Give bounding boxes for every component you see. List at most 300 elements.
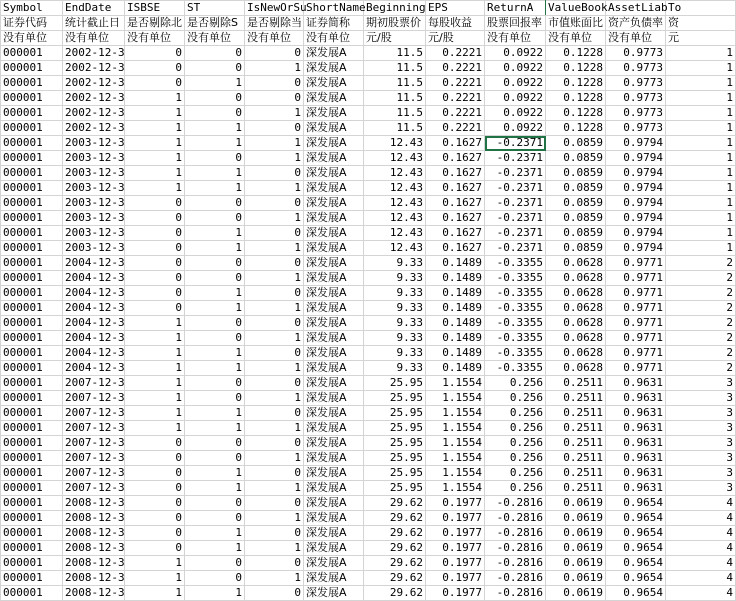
cell-r29-c11[interactable]: 3	[666, 481, 736, 496]
cell-r25-c6[interactable]: 25.95	[364, 421, 426, 436]
cell-r35-c5[interactable]: 深发展A	[304, 571, 364, 586]
cell-r30-c8[interactable]: -0.2816	[485, 496, 546, 511]
cell-r27-c11[interactable]: 3	[666, 451, 736, 466]
cell-r12-c3[interactable]: 1	[185, 226, 245, 241]
unit-cell-c3[interactable]: 没有单位	[185, 31, 245, 46]
cell-r27-c7[interactable]: 1.1554	[426, 451, 485, 466]
cell-r25-c10[interactable]: 0.9631	[606, 421, 666, 436]
cell-r17-c2[interactable]: 0	[125, 301, 185, 316]
cell-r27-c4[interactable]: 1	[245, 451, 304, 466]
cell-r4-c2[interactable]: 1	[125, 106, 185, 121]
cell-r30-c6[interactable]: 29.62	[364, 496, 426, 511]
cell-r0-c4[interactable]: 0	[245, 46, 304, 61]
cell-r16-c4[interactable]: 0	[245, 286, 304, 301]
cell-r4-c9[interactable]: 0.1228	[546, 106, 606, 121]
cell-r28-c6[interactable]: 25.95	[364, 466, 426, 481]
cell-r15-c6[interactable]: 9.33	[364, 271, 426, 286]
cell-r3-c8[interactable]: 0.0922	[485, 91, 546, 106]
cell-r16-c7[interactable]: 0.1489	[426, 286, 485, 301]
cell-r1-c1[interactable]: 2002-12-3	[63, 61, 125, 76]
cell-r0-c10[interactable]: 0.9773	[606, 46, 666, 61]
label-cell-c2[interactable]: 是否剔除北	[125, 16, 185, 31]
cell-r25-c7[interactable]: 1.1554	[426, 421, 485, 436]
cell-r21-c2[interactable]: 1	[125, 361, 185, 376]
cell-r10-c5[interactable]: 深发展A	[304, 196, 364, 211]
cell-r18-c1[interactable]: 2004-12-3	[63, 316, 125, 331]
cell-r2-c3[interactable]: 1	[185, 76, 245, 91]
cell-r19-c7[interactable]: 0.1489	[426, 331, 485, 346]
cell-r20-c1[interactable]: 2004-12-3	[63, 346, 125, 361]
cell-r18-c4[interactable]: 0	[245, 316, 304, 331]
cell-r33-c11[interactable]: 4	[666, 541, 736, 556]
cell-r17-c1[interactable]: 2004-12-3	[63, 301, 125, 316]
cell-r18-c10[interactable]: 0.9771	[606, 316, 666, 331]
cell-r19-c2[interactable]: 1	[125, 331, 185, 346]
cell-r16-c0[interactable]: 000001	[1, 286, 63, 301]
cell-r17-c9[interactable]: 0.0628	[546, 301, 606, 316]
cell-r13-c4[interactable]: 1	[245, 241, 304, 256]
cell-r7-c0[interactable]: 000001	[1, 151, 63, 166]
cell-r21-c9[interactable]: 0.0628	[546, 361, 606, 376]
cell-r21-c7[interactable]: 0.1489	[426, 361, 485, 376]
cell-r6-c5[interactable]: 深发展A	[304, 136, 364, 151]
cell-r19-c10[interactable]: 0.9771	[606, 331, 666, 346]
cell-r23-c5[interactable]: 深发展A	[304, 391, 364, 406]
cell-r11-c10[interactable]: 0.9794	[606, 211, 666, 226]
cell-r32-c9[interactable]: 0.0619	[546, 526, 606, 541]
cell-r35-c0[interactable]: 000001	[1, 571, 63, 586]
cell-r24-c11[interactable]: 3	[666, 406, 736, 421]
cell-r26-c6[interactable]: 25.95	[364, 436, 426, 451]
cell-r28-c5[interactable]: 深发展A	[304, 466, 364, 481]
cell-r31-c7[interactable]: 0.1977	[426, 511, 485, 526]
cell-r19-c5[interactable]: 深发展A	[304, 331, 364, 346]
cell-r7-c2[interactable]: 1	[125, 151, 185, 166]
cell-r31-c11[interactable]: 4	[666, 511, 736, 526]
cell-r13-c10[interactable]: 0.9794	[606, 241, 666, 256]
cell-r7-c7[interactable]: 0.1627	[426, 151, 485, 166]
cell-r30-c4[interactable]: 0	[245, 496, 304, 511]
cell-r25-c3[interactable]: 1	[185, 421, 245, 436]
cell-r34-c7[interactable]: 0.1977	[426, 556, 485, 571]
cell-r14-c11[interactable]: 2	[666, 256, 736, 271]
cell-r33-c4[interactable]: 1	[245, 541, 304, 556]
cell-r14-c4[interactable]: 0	[245, 256, 304, 271]
label-cell-c5[interactable]: 证券简称	[304, 16, 364, 31]
cell-r6-c9[interactable]: 0.0859	[546, 136, 606, 151]
cell-r25-c11[interactable]: 3	[666, 421, 736, 436]
cell-r5-c7[interactable]: 0.2221	[426, 121, 485, 136]
cell-r29-c2[interactable]: 0	[125, 481, 185, 496]
cell-r33-c5[interactable]: 深发展A	[304, 541, 364, 556]
cell-r22-c5[interactable]: 深发展A	[304, 376, 364, 391]
cell-r15-c9[interactable]: 0.0628	[546, 271, 606, 286]
unit-cell-c9[interactable]: 没有单位	[546, 31, 606, 46]
cell-r24-c7[interactable]: 1.1554	[426, 406, 485, 421]
cell-r10-c4[interactable]: 0	[245, 196, 304, 211]
cell-r14-c9[interactable]: 0.0628	[546, 256, 606, 271]
cell-r9-c0[interactable]: 000001	[1, 181, 63, 196]
cell-r31-c4[interactable]: 1	[245, 511, 304, 526]
cell-r8-c0[interactable]: 000001	[1, 166, 63, 181]
cell-r36-c10[interactable]: 0.9654	[606, 586, 666, 601]
cell-r10-c10[interactable]: 0.9794	[606, 196, 666, 211]
cell-r30-c2[interactable]: 0	[125, 496, 185, 511]
cell-r20-c4[interactable]: 0	[245, 346, 304, 361]
cell-r22-c11[interactable]: 3	[666, 376, 736, 391]
unit-cell-c6[interactable]: 元/股	[364, 31, 426, 46]
cell-r16-c8[interactable]: -0.3355	[485, 286, 546, 301]
cell-r17-c0[interactable]: 000001	[1, 301, 63, 316]
cell-r11-c4[interactable]: 1	[245, 211, 304, 226]
cell-r27-c6[interactable]: 25.95	[364, 451, 426, 466]
cell-r26-c7[interactable]: 1.1554	[426, 436, 485, 451]
label-cell-c6[interactable]: 期初股票价	[364, 16, 426, 31]
cell-r33-c8[interactable]: -0.2816	[485, 541, 546, 556]
cell-r15-c2[interactable]: 0	[125, 271, 185, 286]
cell-r36-c1[interactable]: 2008-12-3	[63, 586, 125, 601]
header-cell-c8[interactable]: ReturnA	[485, 1, 546, 16]
header-cell-c0[interactable]: Symbol	[1, 1, 63, 16]
cell-r3-c7[interactable]: 0.2221	[426, 91, 485, 106]
cell-r3-c3[interactable]: 0	[185, 91, 245, 106]
cell-r8-c4[interactable]: 0	[245, 166, 304, 181]
cell-r27-c3[interactable]: 0	[185, 451, 245, 466]
cell-r9-c7[interactable]: 0.1627	[426, 181, 485, 196]
header-cell-c2[interactable]: ISBSE	[125, 1, 185, 16]
cell-r15-c5[interactable]: 深发展A	[304, 271, 364, 286]
cell-r3-c4[interactable]: 0	[245, 91, 304, 106]
header-cell-c5[interactable]: ShortName	[304, 1, 364, 16]
cell-r10-c6[interactable]: 12.43	[364, 196, 426, 211]
cell-r4-c8[interactable]: 0.0922	[485, 106, 546, 121]
cell-r28-c0[interactable]: 000001	[1, 466, 63, 481]
cell-r23-c9[interactable]: 0.2511	[546, 391, 606, 406]
cell-r33-c2[interactable]: 0	[125, 541, 185, 556]
cell-r12-c0[interactable]: 000001	[1, 226, 63, 241]
cell-r0-c7[interactable]: 0.2221	[426, 46, 485, 61]
cell-r16-c5[interactable]: 深发展A	[304, 286, 364, 301]
cell-r18-c3[interactable]: 0	[185, 316, 245, 331]
cell-r4-c6[interactable]: 11.5	[364, 106, 426, 121]
cell-r21-c4[interactable]: 1	[245, 361, 304, 376]
cell-r32-c1[interactable]: 2008-12-3	[63, 526, 125, 541]
cell-r8-c9[interactable]: 0.0859	[546, 166, 606, 181]
cell-r27-c8[interactable]: 0.256	[485, 451, 546, 466]
cell-r20-c11[interactable]: 2	[666, 346, 736, 361]
cell-r26-c10[interactable]: 0.9631	[606, 436, 666, 451]
cell-r36-c5[interactable]: 深发展A	[304, 586, 364, 601]
cell-r26-c8[interactable]: 0.256	[485, 436, 546, 451]
cell-r22-c8[interactable]: 0.256	[485, 376, 546, 391]
cell-r21-c8[interactable]: -0.3355	[485, 361, 546, 376]
cell-r22-c3[interactable]: 0	[185, 376, 245, 391]
cell-r11-c3[interactable]: 0	[185, 211, 245, 226]
header-cell-c10[interactable]: AssetLiab	[606, 1, 666, 16]
cell-r10-c9[interactable]: 0.0859	[546, 196, 606, 211]
cell-r3-c0[interactable]: 000001	[1, 91, 63, 106]
cell-r28-c7[interactable]: 1.1554	[426, 466, 485, 481]
cell-r26-c5[interactable]: 深发展A	[304, 436, 364, 451]
cell-r0-c5[interactable]: 深发展A	[304, 46, 364, 61]
cell-r36-c6[interactable]: 29.62	[364, 586, 426, 601]
cell-r19-c8[interactable]: -0.3355	[485, 331, 546, 346]
cell-r34-c0[interactable]: 000001	[1, 556, 63, 571]
cell-r5-c10[interactable]: 0.9773	[606, 121, 666, 136]
cell-r20-c5[interactable]: 深发展A	[304, 346, 364, 361]
cell-r14-c7[interactable]: 0.1489	[426, 256, 485, 271]
cell-r11-c9[interactable]: 0.0859	[546, 211, 606, 226]
cell-r13-c9[interactable]: 0.0859	[546, 241, 606, 256]
cell-r8-c5[interactable]: 深发展A	[304, 166, 364, 181]
cell-r7-c9[interactable]: 0.0859	[546, 151, 606, 166]
cell-r36-c2[interactable]: 1	[125, 586, 185, 601]
cell-r11-c7[interactable]: 0.1627	[426, 211, 485, 226]
cell-r3-c9[interactable]: 0.1228	[546, 91, 606, 106]
cell-r14-c2[interactable]: 0	[125, 256, 185, 271]
cell-r34-c3[interactable]: 0	[185, 556, 245, 571]
header-cell-c9[interactable]: ValueBook	[546, 1, 606, 16]
unit-cell-c7[interactable]: 元/股	[426, 31, 485, 46]
cell-r2-c0[interactable]: 000001	[1, 76, 63, 91]
unit-cell-c0[interactable]: 没有单位	[1, 31, 63, 46]
cell-r33-c10[interactable]: 0.9654	[606, 541, 666, 556]
cell-r10-c3[interactable]: 0	[185, 196, 245, 211]
cell-r11-c6[interactable]: 12.43	[364, 211, 426, 226]
header-cell-c11[interactable]: To	[666, 1, 736, 16]
cell-r6-c0[interactable]: 000001	[1, 136, 63, 151]
cell-r9-c1[interactable]: 2003-12-3	[63, 181, 125, 196]
cell-r7-c4[interactable]: 1	[245, 151, 304, 166]
cell-r11-c8[interactable]: -0.2371	[485, 211, 546, 226]
cell-r1-c7[interactable]: 0.2221	[426, 61, 485, 76]
cell-r10-c8[interactable]: -0.2371	[485, 196, 546, 211]
cell-r17-c6[interactable]: 9.33	[364, 301, 426, 316]
unit-cell-c1[interactable]: 没有单位	[63, 31, 125, 46]
header-cell-c4[interactable]: IsNewOrSu	[245, 1, 304, 16]
cell-r20-c3[interactable]: 1	[185, 346, 245, 361]
cell-r14-c0[interactable]: 000001	[1, 256, 63, 271]
cell-r13-c11[interactable]: 1	[666, 241, 736, 256]
cell-r26-c4[interactable]: 0	[245, 436, 304, 451]
cell-r30-c0[interactable]: 000001	[1, 496, 63, 511]
cell-r1-c11[interactable]: 1	[666, 61, 736, 76]
cell-r22-c2[interactable]: 1	[125, 376, 185, 391]
cell-r31-c10[interactable]: 0.9654	[606, 511, 666, 526]
cell-r23-c4[interactable]: 1	[245, 391, 304, 406]
cell-r25-c2[interactable]: 1	[125, 421, 185, 436]
cell-r35-c3[interactable]: 0	[185, 571, 245, 586]
cell-r17-c4[interactable]: 1	[245, 301, 304, 316]
cell-r13-c5[interactable]: 深发展A	[304, 241, 364, 256]
cell-r32-c7[interactable]: 0.1977	[426, 526, 485, 541]
cell-r8-c8[interactable]: -0.2371	[485, 166, 546, 181]
cell-r27-c10[interactable]: 0.9631	[606, 451, 666, 466]
cell-r5-c5[interactable]: 深发展A	[304, 121, 364, 136]
cell-r32-c8[interactable]: -0.2816	[485, 526, 546, 541]
cell-r2-c6[interactable]: 11.5	[364, 76, 426, 91]
cell-r5-c9[interactable]: 0.1228	[546, 121, 606, 136]
cell-r22-c1[interactable]: 2007-12-3	[63, 376, 125, 391]
cell-r32-c3[interactable]: 1	[185, 526, 245, 541]
cell-r26-c0[interactable]: 000001	[1, 436, 63, 451]
cell-r19-c9[interactable]: 0.0628	[546, 331, 606, 346]
cell-r9-c5[interactable]: 深发展A	[304, 181, 364, 196]
cell-r16-c2[interactable]: 0	[125, 286, 185, 301]
cell-r24-c5[interactable]: 深发展A	[304, 406, 364, 421]
cell-r15-c0[interactable]: 000001	[1, 271, 63, 286]
cell-r18-c0[interactable]: 000001	[1, 316, 63, 331]
cell-r5-c3[interactable]: 1	[185, 121, 245, 136]
cell-r31-c1[interactable]: 2008-12-3	[63, 511, 125, 526]
cell-r34-c2[interactable]: 1	[125, 556, 185, 571]
cell-r21-c11[interactable]: 2	[666, 361, 736, 376]
cell-r12-c10[interactable]: 0.9794	[606, 226, 666, 241]
cell-r13-c3[interactable]: 1	[185, 241, 245, 256]
cell-r20-c8[interactable]: -0.3355	[485, 346, 546, 361]
label-cell-c0[interactable]: 证券代码	[1, 16, 63, 31]
cell-r12-c2[interactable]: 0	[125, 226, 185, 241]
cell-r25-c9[interactable]: 0.2511	[546, 421, 606, 436]
cell-r32-c0[interactable]: 000001	[1, 526, 63, 541]
cell-r0-c0[interactable]: 000001	[1, 46, 63, 61]
cell-r1-c10[interactable]: 0.9773	[606, 61, 666, 76]
cell-r29-c10[interactable]: 0.9631	[606, 481, 666, 496]
cell-r17-c7[interactable]: 0.1489	[426, 301, 485, 316]
cell-r22-c4[interactable]: 0	[245, 376, 304, 391]
cell-r28-c9[interactable]: 0.2511	[546, 466, 606, 481]
cell-r32-c11[interactable]: 4	[666, 526, 736, 541]
cell-r21-c6[interactable]: 9.33	[364, 361, 426, 376]
cell-r17-c8[interactable]: -0.3355	[485, 301, 546, 316]
cell-r28-c3[interactable]: 1	[185, 466, 245, 481]
cell-r10-c1[interactable]: 2003-12-3	[63, 196, 125, 211]
cell-r34-c1[interactable]: 2008-12-3	[63, 556, 125, 571]
cell-r12-c11[interactable]: 1	[666, 226, 736, 241]
cell-r31-c6[interactable]: 29.62	[364, 511, 426, 526]
cell-r3-c5[interactable]: 深发展A	[304, 91, 364, 106]
cell-r15-c10[interactable]: 0.9771	[606, 271, 666, 286]
cell-r6-c11[interactable]: 1	[666, 136, 736, 151]
cell-r4-c0[interactable]: 000001	[1, 106, 63, 121]
cell-r1-c2[interactable]: 0	[125, 61, 185, 76]
cell-r4-c5[interactable]: 深发展A	[304, 106, 364, 121]
cell-r36-c8[interactable]: -0.2816	[485, 586, 546, 601]
cell-r26-c9[interactable]: 0.2511	[546, 436, 606, 451]
cell-r28-c8[interactable]: 0.256	[485, 466, 546, 481]
cell-r2-c4[interactable]: 0	[245, 76, 304, 91]
cell-r20-c7[interactable]: 0.1489	[426, 346, 485, 361]
cell-r23-c7[interactable]: 1.1554	[426, 391, 485, 406]
cell-r0-c9[interactable]: 0.1228	[546, 46, 606, 61]
cell-r32-c4[interactable]: 0	[245, 526, 304, 541]
cell-r11-c11[interactable]: 1	[666, 211, 736, 226]
cell-r19-c3[interactable]: 0	[185, 331, 245, 346]
cell-r7-c10[interactable]: 0.9794	[606, 151, 666, 166]
cell-r35-c7[interactable]: 0.1977	[426, 571, 485, 586]
cell-r34-c9[interactable]: 0.0619	[546, 556, 606, 571]
cell-r14-c8[interactable]: -0.3355	[485, 256, 546, 271]
cell-r1-c5[interactable]: 深发展A	[304, 61, 364, 76]
cell-r2-c11[interactable]: 1	[666, 76, 736, 91]
cell-r27-c5[interactable]: 深发展A	[304, 451, 364, 466]
cell-r14-c1[interactable]: 2004-12-3	[63, 256, 125, 271]
cell-r26-c3[interactable]: 0	[185, 436, 245, 451]
cell-r4-c4[interactable]: 1	[245, 106, 304, 121]
cell-r29-c0[interactable]: 000001	[1, 481, 63, 496]
cell-r29-c8[interactable]: 0.256	[485, 481, 546, 496]
cell-r23-c11[interactable]: 3	[666, 391, 736, 406]
cell-r18-c2[interactable]: 1	[125, 316, 185, 331]
cell-r36-c9[interactable]: 0.0619	[546, 586, 606, 601]
cell-r23-c10[interactable]: 0.9631	[606, 391, 666, 406]
cell-r28-c4[interactable]: 0	[245, 466, 304, 481]
cell-r4-c7[interactable]: 0.2221	[426, 106, 485, 121]
label-cell-c8[interactable]: 股票回报率	[485, 16, 546, 31]
cell-r14-c5[interactable]: 深发展A	[304, 256, 364, 271]
cell-r17-c10[interactable]: 0.9771	[606, 301, 666, 316]
cell-r11-c1[interactable]: 2003-12-3	[63, 211, 125, 226]
cell-r21-c1[interactable]: 2004-12-3	[63, 361, 125, 376]
header-cell-c3[interactable]: ST	[185, 1, 245, 16]
cell-r8-c1[interactable]: 2003-12-3	[63, 166, 125, 181]
label-cell-c11[interactable]: 资	[666, 16, 736, 31]
cell-r23-c0[interactable]: 000001	[1, 391, 63, 406]
cell-r13-c8[interactable]: -0.2371	[485, 241, 546, 256]
cell-r9-c9[interactable]: 0.0859	[546, 181, 606, 196]
cell-r6-c6[interactable]: 12.43	[364, 136, 426, 151]
cell-r20-c2[interactable]: 1	[125, 346, 185, 361]
cell-r31-c9[interactable]: 0.0619	[546, 511, 606, 526]
cell-r33-c6[interactable]: 29.62	[364, 541, 426, 556]
cell-r19-c11[interactable]: 2	[666, 331, 736, 346]
cell-r3-c6[interactable]: 11.5	[364, 91, 426, 106]
cell-r4-c1[interactable]: 2002-12-3	[63, 106, 125, 121]
cell-r0-c6[interactable]: 11.5	[364, 46, 426, 61]
cell-r18-c7[interactable]: 0.1489	[426, 316, 485, 331]
cell-r36-c11[interactable]: 4	[666, 586, 736, 601]
cell-r24-c6[interactable]: 25.95	[364, 406, 426, 421]
cell-r17-c5[interactable]: 深发展A	[304, 301, 364, 316]
cell-r5-c1[interactable]: 2002-12-3	[63, 121, 125, 136]
cell-r7-c1[interactable]: 2003-12-3	[63, 151, 125, 166]
cell-r9-c8[interactable]: -0.2371	[485, 181, 546, 196]
cell-r4-c3[interactable]: 0	[185, 106, 245, 121]
cell-r15-c4[interactable]: 1	[245, 271, 304, 286]
cell-r12-c7[interactable]: 0.1627	[426, 226, 485, 241]
cell-r9-c2[interactable]: 1	[125, 181, 185, 196]
cell-r20-c6[interactable]: 9.33	[364, 346, 426, 361]
cell-r12-c4[interactable]: 0	[245, 226, 304, 241]
cell-r7-c11[interactable]: 1	[666, 151, 736, 166]
cell-r13-c0[interactable]: 000001	[1, 241, 63, 256]
unit-cell-c10[interactable]: 没有单位	[606, 31, 666, 46]
cell-r8-c10[interactable]: 0.9794	[606, 166, 666, 181]
cell-r18-c6[interactable]: 9.33	[364, 316, 426, 331]
cell-r10-c11[interactable]: 1	[666, 196, 736, 211]
cell-r33-c3[interactable]: 1	[185, 541, 245, 556]
cell-r21-c5[interactable]: 深发展A	[304, 361, 364, 376]
cell-r32-c5[interactable]: 深发展A	[304, 526, 364, 541]
cell-r25-c5[interactable]: 深发展A	[304, 421, 364, 436]
cell-r3-c1[interactable]: 2002-12-3	[63, 91, 125, 106]
cell-r0-c3[interactable]: 0	[185, 46, 245, 61]
cell-r34-c11[interactable]: 4	[666, 556, 736, 571]
cell-r3-c2[interactable]: 1	[125, 91, 185, 106]
cell-r24-c4[interactable]: 0	[245, 406, 304, 421]
cell-r20-c10[interactable]: 0.9771	[606, 346, 666, 361]
cell-r29-c9[interactable]: 0.2511	[546, 481, 606, 496]
